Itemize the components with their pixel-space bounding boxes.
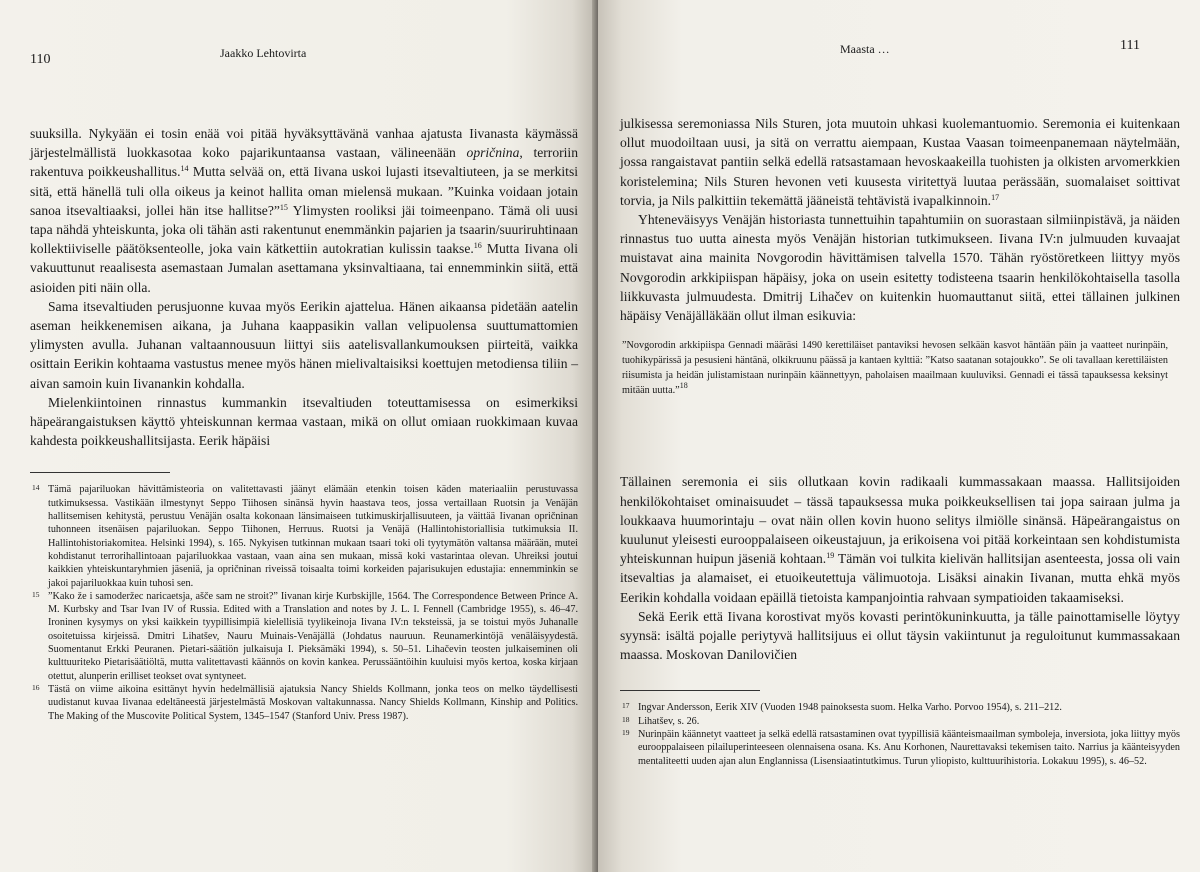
footnote-ref[interactable]: 15 [279,202,288,212]
footnote: 19 Nurinpäin käännetyt vaatteet ja selkä edellä ratsastaminen ovat tyypillisiä käänteismaailman symboleja, inversiota, joka liittyy myös eurooppalaiseen pilailuperinteeseen olennaisena osana. Ks. Anu Korhonen, Naurettavaksi tekemisen taito. Narrius ja käänteisyyden mentaliteetti uuden ajan alun Englannissa (Lisensiaatintutkimus. Turun yliopisto, kulttuurihistoria. Lokakuu 1995), s. 46–52. [622,728,1180,767]
footnote: 16 Tästä on viime aikoina esittänyt hyvin hedelmällisiä ajatuksia Nancy Shields Kollmann, jonka teos on melko täydellisesti uudistanut kuvaa Iivanaa edeltäneestä järjestelmästä Moskovan valtakunnassa. Nancy Shields Kollmann, Kinship and Politics. The Making of the Muscovite Political System, 1345–1547 (Stanford Univ. Press 1987). [32,682,578,722]
footnote: 14 Tämä pajariluokan hävittämisteoria on valitettavasti jäänyt elämään etenkin toisen käden materiaaliin perustuvassa tutkimuksessa. Vastikään ilmestynyt Seppo Tiihosen sinänsä hyvin haastava teos, jossa vertaillaan Ruotsin ja Venäjän hallitsemisen kehitystä, perustuu Venäjän osalta kokonaan länsimaiseen tutkimuskirjallisuuteen, ja väittää Iivanan opričninan tuhonneen itsenäisen pajariluokan. Seppo Tiihonen, Herruus. Ruotsi ja Venäjä (Hallintohistoriallisia tutkimuksia II. Hallintohistoriakomitea. Helsinki 1994), s. 165. Nykyisen tutkinnan mukaan tsaari toki oli tyytymätön valtansa määrään, mutei kohdistanut terrorihallintoaan pajariluokkaa vastaan, vaan aina sen mukaan, missä koki vastarintaa olevan. Uhreiksi joutui kaikkien yhteiskuntaryhmien jäseniä, ja opričninan riveissä toisaalta toimi korkeiden pajarisukujen edustajia: ennemminkin se jakoi pajariluokkaa kuin tuhosi sen. [32,483,578,589]
left-running-head [30,42,578,82]
right-running-head [620,38,1180,78]
footnote-ref[interactable]: 14 [180,164,189,174]
left-page [0,0,596,872]
footnote-rule [620,690,760,691]
footnote-ref[interactable]: 18 [679,380,688,390]
right-page [598,0,1200,872]
footnote-ref[interactable]: 16 [473,241,482,251]
paragraph: Sama itsevaltiuden perusjuonne kuvaa myös Eerikin ajattelua. Hänen aikaansa pidetään aatelin aseman heikkenemisen aikana, ja Juhana kaappasikin vallan velipuolensa suuttumattomien ylimysten avulla. Juhanan valtaannousuun liittyi siis aatelisvallankumouksen piirteitä, vaikka osittain Eerikin kohtaama vastustus menee myös hänen mielivaltaisiksi koettujen metodiensa tiliin – aivan samoin kuin Iivanankin kohdalla. [30,298,578,391]
italic-term: opričnina [466,145,520,161]
footnote-rule [30,472,170,473]
page-number: 111 [1120,38,1140,53]
running-head-author: Jaakko Lehtovirta [220,46,307,60]
left-body-text [30,124,578,450]
right-body-text [620,114,1180,325]
footnote: 18 Lihatšev, s. 26. [622,714,700,727]
paragraph: Tällainen seremonia ei siis ollutkaan kovin radikaali kummassakaan maassa. Hallitsijoiden henkilökohtaiset ominaisuudet – tässä tapauksessa muka poikkeuksellisen tai jopa sairaan julma ja loukkaava huumorintaju – ovat näin ollen kovin huono selitys ilmiölle sinänsä. Häpeärangaistus on kuulunut yleisesti eurooppalaiseen oikeustajuun, ja erikoisena voi pitää korkeintaan sen kohdistumista yhteiskunnan huipun jäseniä kohtaan.$^{19}$ Tämän voi tulkita kielivän hallitsijan asenteesta, jossa oli vain itsevaltias ja alamaiset, ei etuoikeutettuja välimuotoja. Lisäksi ainakin Iivanan, mutta ehkä myös Eerikin kohdalla voidaan epäillä tietoista kampanjointia rahvaan sympatioiden takaamiseksi. [620,474,1180,605]
block-quote: ”Novgorodin arkkipiispa Gennadi määräsi 1490 kerettiläiset pantaviksi hevosen selkään kasvot häntään päin ja vaatteet nurinpäin, tuohikypärissä ja pesusieni häntänä, olkikruunu päässä ja kantaen kylttiä: ”Katso saatanan sotajoukko”. Se oli tavallaan kerettiläisten riisumista ja heidän julistamistaan nurinpäin käännettyyn, paholaisen maailmaan kuuluviksi. Gennadi ei tässä tapauksessa keksinyt mitään uutta.”$^{18}$ [622,340,1168,396]
paragraph: Mielenkiintoinen rinnastus kummankin itsevaltiuden toteuttamisessa on esimerkiksi häpeärangaistuksen käyttö yhteiskunnan kermaa vastaan, mikä on ollut omiaan ruokkimaan kuvaa kahdesta poikkeushallitsijasta. Eerik häpäisi [30,394,578,449]
running-head-title: Maasta … [840,42,890,56]
footnote-ref[interactable]: 17 [991,192,1000,202]
paragraph: suuksilla. Nykyään ei tosin enää voi pitää hyväksyttävänä vanhaa ajatusta Iivanasta käymässä järjestelmällistä luokkasotaa koko pajarikuntaansa vastaan, välineenään opričnina, terroriin rakentuva poikkeushallitus.$^{14}$ Mutta selvää on, että Iivana uskoi lujasti itsevaltiuteen, ja se merkitsi sitä, että hänellä tuli olla oikeus ja keinot hallita oman mielensä mukaan. ”Kuinka voidaan jotain sanoa itsevaltiaaksi, jollei hän itse hallitse?”$^{15}$ Ylimysten rooliksi jäi toimeenpano. Tämä oli uusi tapa nähdä yhteiskunta, joka oli tähän asti rakentunut enemmänkin pajarien ja tsaarin/suuriruhtinaan kollektiiviselle päätöksenteolle, joka vain kätkettiin autokratian kulissin taakse.$^{16}$ Mutta Iivana oli vakuuttunut reaalisesta asemastaan Jumalan asettamana yksinvaltiaana, tai ennemminkin siitä, että asioiden piti näin olla. [30,126,579,295]
paragraph: julkisessa seremoniassa Nils Sturen, jota muutoin uhkasi kuolemantuomio. Seremonia ei kuitenkaan ollut muodoiltaan uusi, ja sitä on verrattu aiempaan, Kustaa Vaasan toimeenpanemaan näytelmään, jossa rangaistavat pantiin selkä edellä ratsastamaan hevoskaakeilla tuohisten ja olkisten arvomerkkien koristelemina; Nils Sturen hevonen veti kuusesta viritettyä luutaa perässään, suomalaiset soittivat torvia, ja Nils palkittiin tekemättä jääneistä tehtävistä ivapalkinnoin.$^{17}$ [620,116,1180,208]
footnote: 15 ”Kako že i samoderžec naricaetsja, ašče sam ne stroit?” Iivanan kirje Kurbskijlle, 1564. The Correspondence Between Prince A. M. Kurbsky and Tsar Ivan IV of Russia. Edited with a Translation and notes by J. L. I. Fennell (Cambridge 1955), s. 46–47. Ironinen kysymys on yksi kaikkein tyypillisimpiä kielellisiä tyylikeinoja Iivana IV:n teksteissä, ja se toistui myös Juhanalle osoitetuissa kirjeissä. Dmitri Lihatšev, Nauru Muinais-Venäjällä (Johdatus nauruun. Reunamerkintöjä venäläisyydestä. Suomentanut Erkki Peuranen. Pietari-säätiön julkaisuja I. Pieksämäki 1994), s. 50–51. Lihačevin teosten julkaiseminen oli kulttuuriteko Pietarisäätiöltä, mutta valitettavasti käännös on kovin kankea. Perussääntöihin kuuluisi myös kertoa, koska kirjaan otettut, alunperin erilliset teokset ovat syntyneet. [32,589,578,682]
right-body-text-2 [620,472,1180,664]
paragraph: Sekä Eerik että Iivana korostivat myös kovasti perintökuninkuutta, ja tälle painottamiselle löytyy syynsä: isältä pojalle periytyvä hallitsijuus ei ollut täysin vakiintunut ja reguloitunut kummassakaan maassa. Moskovan Danilovičien [620,608,1180,663]
footnote: 17 Ingvar Andersson, Eerik XIV (Vuoden 1948 painoksesta suom. Helka Varho. Porvoo 1954), s. 211–212. [622,701,1062,714]
footnote-ref[interactable]: 19 [826,551,835,561]
page-number: 110 [30,52,51,67]
paragraph: Yhteneväisyys Venäjän historiasta tunnettuihin tapahtumiin on suorastaan silmiinpistävä, ja näiden rinnastus tuo uutta ainesta myös Venäjän historian tutkimukseen. Iivana IV:n julmuuden kuvaajat muistavat aina mainita Novgorodin hävittämisen talvella 1570. Tähän ryöstöretkeen liittyy myös Novgorodin arkkipiispan häpäisy, joka on usein esitetty todisteena tsaarin henkilökohtaisella tasolla liikkuvasta julmuudesta. Dmitrij Lihačev on kuitenkin huomauttanut siitä, ettei tällainen julkinen häpäisy Venäjälläkään ollut ilman esikuvia: [620,212,1180,324]
